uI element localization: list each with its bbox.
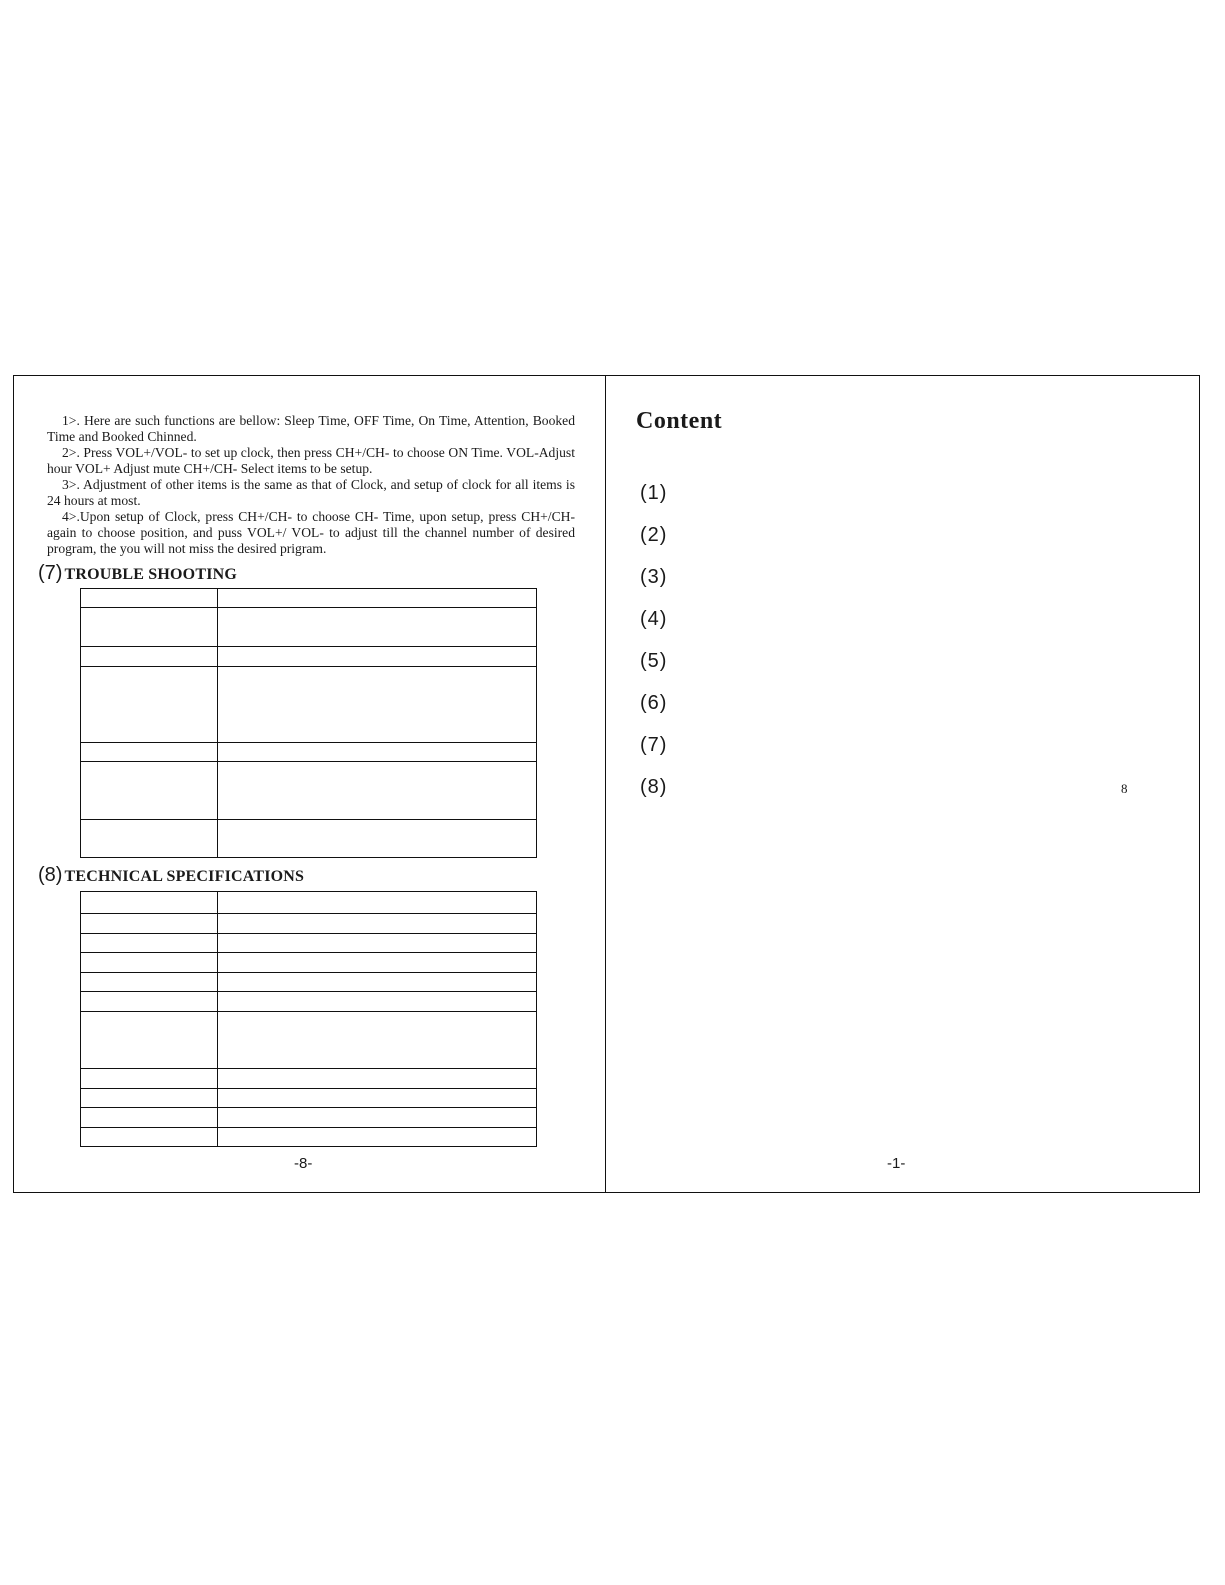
table-row	[81, 953, 537, 973]
toc-item: (1)	[640, 482, 668, 504]
paragraph-2: 2>. Press VOL+/VOL- to set up clock, then press CH+/CH- to choose ON Time. VOL-Adjust hour VOL+ Adjust mute CH+/CH- Select items to be setup.	[47, 445, 575, 476]
table-row	[81, 973, 537, 992]
page-number-right: -1-	[887, 1155, 906, 1172]
table-row	[81, 1089, 537, 1108]
left-page	[14, 376, 605, 1192]
right-page	[606, 376, 1199, 1192]
paragraph-3: 3>. Adjustment of other items is the same as that of Clock, and setup of clock for all items is 24 hours at most.	[47, 477, 575, 508]
table-row	[81, 608, 537, 647]
toc-item: (5)	[640, 650, 668, 672]
table-row	[81, 1069, 537, 1089]
toc-item: (6)	[640, 692, 668, 714]
section-7-heading	[38, 562, 237, 586]
content-title: Content	[636, 408, 723, 434]
table-row	[81, 914, 537, 934]
page-number-left: -8-	[294, 1155, 313, 1172]
table-row	[81, 589, 537, 608]
paragraph-4: 4>.Upon setup of Clock, press CH+/CH- to choose CH- Time, upon setup, press CH+/CH- again to choose position, and puss VOL+/ VOL- to adjust till the channel number of desired program, the you will not miss the desired prigram.	[47, 509, 575, 556]
table-row	[81, 934, 537, 953]
table-row	[81, 762, 537, 820]
section-8-heading	[38, 864, 304, 888]
section-7-title: TROUBLE SHOOTING	[64, 566, 238, 583]
table-row	[81, 667, 537, 743]
table-row	[81, 1012, 537, 1069]
trouble-shooting-table	[80, 588, 537, 858]
technical-specifications-table	[80, 891, 537, 1147]
section-8-number: (8)	[38, 864, 63, 886]
toc-item: (3)	[640, 566, 668, 588]
table-row	[81, 892, 537, 914]
table-row	[81, 820, 537, 858]
toc-item: (2)	[640, 524, 668, 546]
paragraph-1: 1>. Here are such functions are bellow: Sleep Time, OFF Time, On Time, Attention, Booked Time and Booked Chinned.	[47, 413, 575, 444]
table-row	[81, 992, 537, 1012]
table-row	[81, 647, 537, 667]
table-row	[81, 1128, 537, 1147]
section-8-title: TECHNICAL SPECIFICATIONS	[64, 868, 305, 885]
section-7-number: (7)	[38, 562, 63, 584]
toc-page-number: 8	[1121, 781, 1128, 796]
toc-item: (7)	[640, 734, 668, 756]
table-row	[81, 743, 537, 762]
toc-item: (4)	[640, 608, 668, 630]
toc-item: (8)	[640, 776, 668, 798]
table-row	[81, 1108, 537, 1128]
